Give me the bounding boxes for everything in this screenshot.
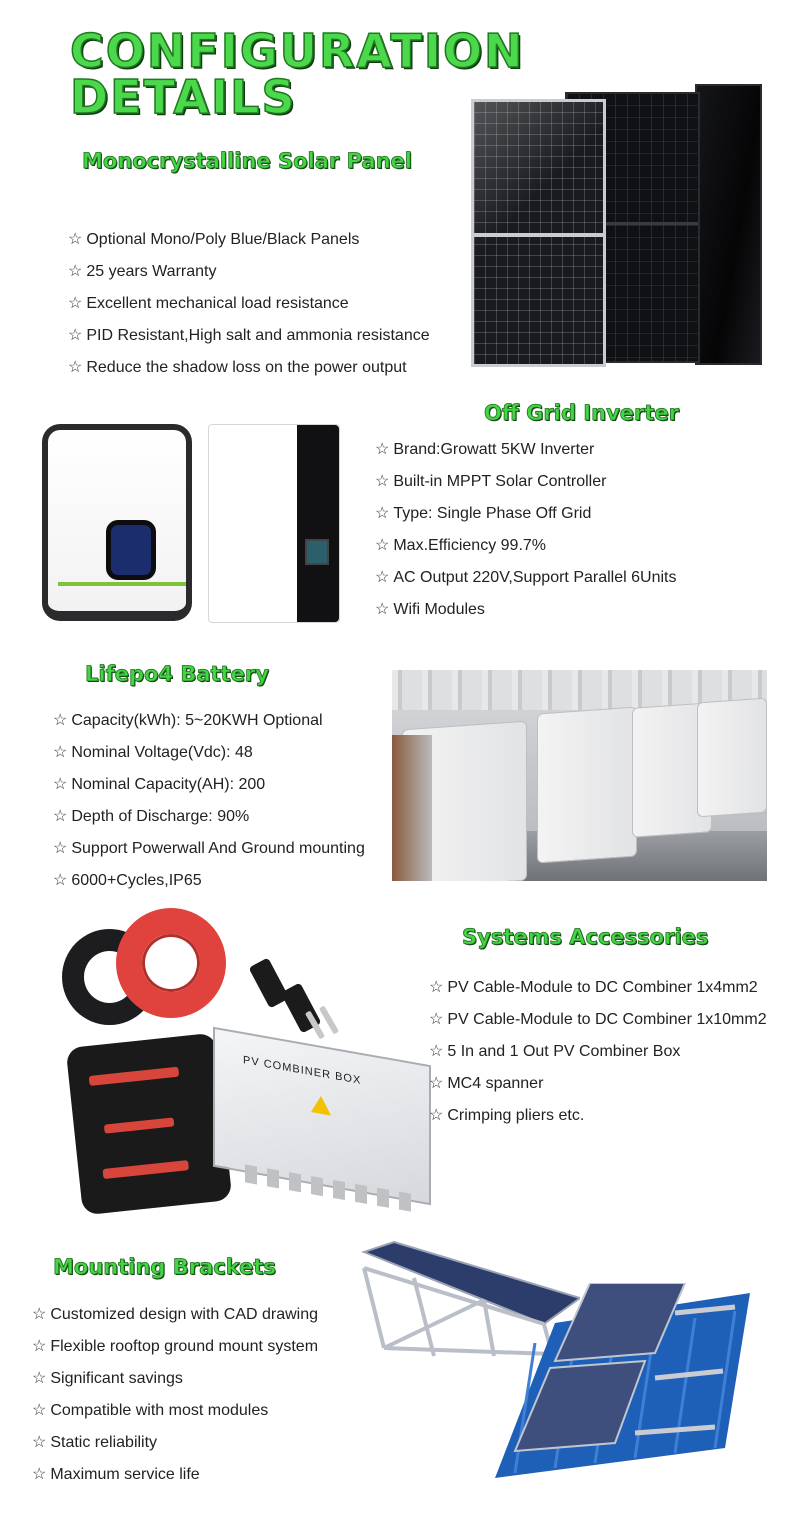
star-icon: ☆: [429, 1043, 444, 1060]
feature-item: ☆ Compatible with most modules: [32, 1402, 269, 1419]
star-icon: ☆: [53, 840, 68, 857]
feature-item: ☆ MC4 spanner: [429, 1075, 544, 1092]
star-icon: ☆: [53, 744, 68, 761]
star-icon: ☆: [32, 1434, 47, 1451]
star-icon: ☆: [375, 441, 390, 458]
star-icon: ☆: [375, 569, 390, 586]
star-icon: ☆: [429, 1107, 444, 1124]
star-icon: ☆: [68, 263, 83, 280]
star-icon: ☆: [32, 1306, 47, 1323]
feature-item: ☆ Maximum service life: [32, 1466, 200, 1483]
battery-module: [697, 698, 767, 818]
star-icon: ☆: [32, 1402, 47, 1419]
brackets-feature-list: [32, 1299, 318, 1491]
star-icon: ☆: [429, 979, 444, 996]
feature-item: ☆ PID Resistant,High salt and ammonia resistance: [68, 327, 430, 344]
feature-item: ☆ Reduce the shadow loss on the power output: [68, 359, 407, 376]
star-icon: ☆: [53, 712, 68, 729]
feature-item: ☆ Max.Efficiency 99.7%: [375, 537, 547, 554]
feature-item: ☆ Capacity(kWh): 5~20KWH Optional: [53, 712, 323, 729]
feature-item: ☆ Nominal Voltage(Vdc): 48: [53, 744, 253, 761]
battery-feature-list: [53, 705, 365, 897]
mono-panel: [471, 99, 606, 367]
feature-item: ☆ Type: Single Phase Off Grid: [375, 505, 592, 522]
solar-panel-feature-list: [68, 224, 430, 384]
star-icon: ☆: [32, 1338, 47, 1355]
inverter-feature-list: [375, 434, 676, 626]
battery-title: Lifepo4 Battery: [85, 662, 269, 686]
feature-item: ☆ Support Powerwall And Ground mounting: [53, 840, 365, 857]
accessories-feature-list: [429, 972, 767, 1132]
star-icon: ☆: [68, 295, 83, 312]
star-icon: ☆: [375, 537, 390, 554]
feature-item: ☆ 5 In and 1 Out PV Combiner Box: [429, 1043, 681, 1060]
star-icon: ☆: [68, 327, 83, 344]
rooftop-mount: [495, 1283, 750, 1488]
red-cable-coil: [116, 908, 226, 1018]
combiner-box-label: PV COMBINER BOX: [243, 1054, 362, 1087]
feature-item: ☆ Brand:Growatt 5KW Inverter: [375, 441, 595, 458]
accessories-title: Systems Accessories: [462, 925, 709, 949]
feature-item: ☆ PV Cable-Module to DC Combiner 1x10mm2: [429, 1011, 767, 1028]
star-icon: ☆: [375, 601, 390, 618]
star-icon: ☆: [429, 1075, 444, 1092]
inverter-side-display: [305, 539, 329, 565]
feature-item: ☆ Flexible rooftop ground mount system: [32, 1338, 319, 1355]
mc4-spanner: [102, 1160, 189, 1179]
star-icon: ☆: [53, 808, 68, 825]
crimping-pliers: [89, 1067, 180, 1086]
star-icon: ☆: [375, 473, 390, 490]
tool-bag: [66, 1033, 233, 1216]
star-icon: ☆: [68, 231, 83, 248]
feature-item: ☆ Wifi Modules: [375, 601, 485, 618]
battery-module: [537, 707, 637, 864]
inverter-title: Off Grid Inverter: [484, 401, 679, 425]
cable-glands: [245, 1164, 415, 1212]
inverter-display: [106, 520, 156, 580]
star-icon: ☆: [32, 1466, 47, 1483]
pv-combiner-box: [213, 1027, 431, 1205]
feature-item: ☆ Static reliability: [32, 1434, 158, 1451]
star-icon: ☆: [53, 776, 68, 793]
black-panel-side: [695, 84, 762, 365]
cable-cutter: [104, 1117, 175, 1133]
feature-item: ☆ Excellent mechanical load resistance: [68, 295, 349, 312]
solar-panel-title: Monocrystalline Solar Panel: [82, 149, 412, 173]
inverter-unit-front: [42, 424, 192, 621]
star-icon: ☆: [53, 872, 68, 889]
brackets-title: Mounting Brackets: [53, 1255, 276, 1279]
feature-item: ☆ Crimping pliers etc.: [429, 1107, 585, 1124]
feature-item: ☆ 6000+Cycles,IP65: [53, 872, 202, 889]
feature-item: ☆ Optional Mono/Poly Blue/Black Panels: [68, 231, 360, 248]
feature-item: ☆ 25 years Warranty: [68, 263, 217, 280]
star-icon: ☆: [375, 505, 390, 522]
feature-item: ☆ Depth of Discharge: 90%: [53, 808, 250, 825]
page-title-line-1: CONFIGURATION: [70, 24, 525, 78]
feature-item: ☆ Built-in MPPT Solar Controller: [375, 473, 607, 490]
star-icon: ☆: [429, 1011, 444, 1028]
feature-item: ☆ PV Cable-Module to DC Combiner 1x4mm2: [429, 979, 758, 996]
battery-photo: [392, 670, 767, 881]
star-icon: ☆: [32, 1370, 47, 1387]
inverter-unit-side: [208, 424, 340, 623]
installer-arm: [392, 735, 432, 881]
inverter-side-panel: [297, 425, 339, 622]
page-title-line-2: DETAILS: [70, 70, 297, 124]
feature-item: ☆ Nominal Capacity(AH): 200: [53, 776, 266, 793]
warning-icon: [311, 1094, 331, 1116]
feature-item: ☆ AC Output 220V,Support Parallel 6Units: [375, 569, 677, 586]
mc4-connector: [248, 958, 289, 1009]
inverter-stripe: [58, 582, 186, 586]
feature-item: ☆ Significant savings: [32, 1370, 183, 1387]
star-icon: ☆: [68, 359, 83, 376]
feature-item: ☆ Customized design with CAD drawing: [32, 1306, 319, 1323]
